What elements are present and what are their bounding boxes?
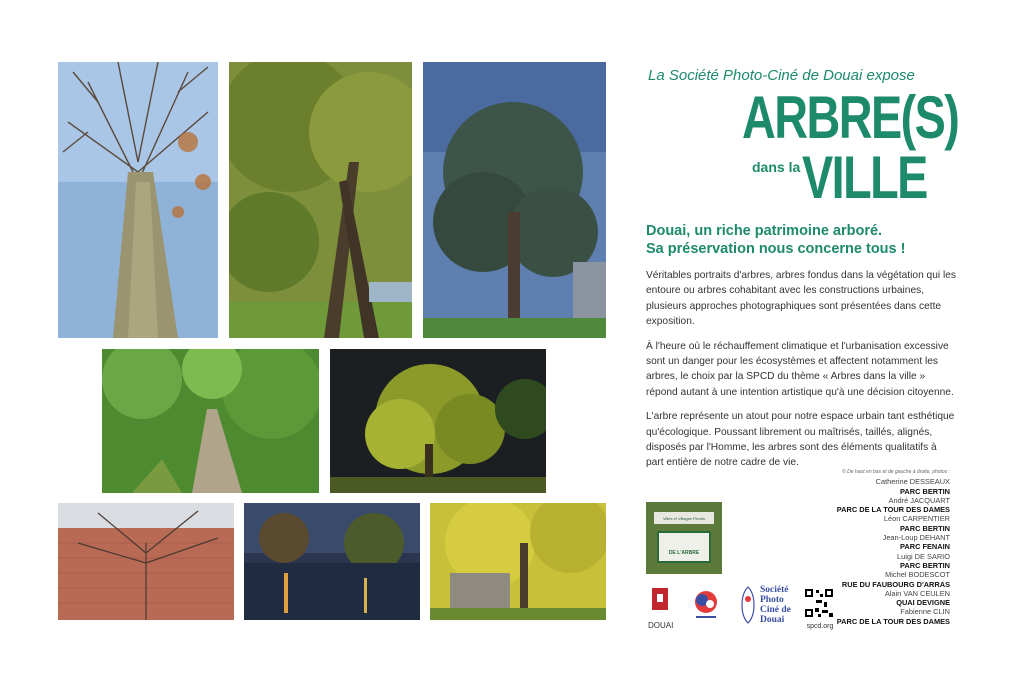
photo-brick-wall-tree [58, 503, 234, 620]
credit-author: Alain VAN CEULEN [884, 588, 950, 598]
credits-note: © De haut en bas et de gauche à droite, photos : [842, 469, 950, 475]
credit-author: Fabienne CLIN [900, 607, 950, 617]
subhead-line-2: Sa préservation nous concerne tous ! [646, 241, 906, 257]
credit-place: PARC BERTIN [900, 486, 950, 496]
douai-logo [648, 586, 674, 630]
photo-canal-reflections [244, 503, 420, 620]
paragraph: À l'heure où le réchauffement climatique et l'urbanisation excessive sont un danger pour les écosystèmes et affectent notamment les arbres, le choix par la SPCD du thème « Arbres dans la ville » répond autant à une intention artistique qu'à une décision citoyenne. [646, 340, 954, 398]
body-text [646, 268, 956, 480]
photo-yellow-tree [430, 503, 606, 620]
paragraph: Véritables portraits d'arbres, arbres fondus dans la végétation qui les entoure ou arbres cohabitant avec les constructions urbaines, plusieurs approches photographiques sont présentées dans cette exposition. [646, 270, 957, 328]
credit-place: PARC FENAIN [900, 542, 950, 552]
title-connector: dans la [752, 159, 801, 175]
qr-caption: spcd.org [806, 623, 834, 630]
spcd-logo [738, 585, 798, 627]
spcd-logo-line-4: Douai [760, 615, 785, 625]
credit-place: PARC BERTIN [900, 560, 950, 570]
photo-cedar-tree [423, 62, 606, 338]
title-ville: VILLE [802, 144, 927, 211]
photo-park-leaning-trees [229, 62, 412, 338]
qr-code[interactable] [804, 588, 836, 628]
credit-place: PARC DE LA TOUR DES DAMES [836, 616, 950, 626]
credit-place: PARC BERTIN [900, 523, 950, 533]
credit-author: Michel BODESCOT [885, 570, 950, 580]
photo-green-canopy [102, 349, 319, 493]
sign-text-bottom: DE L'ARBRE [668, 550, 700, 556]
spcd-logo-line-2: Photo [760, 595, 784, 605]
sign-text-top: Villes et Villages Fleuris [662, 516, 706, 521]
photo-federation-logo [690, 588, 722, 624]
title-arbres: ARBRE(S) [742, 84, 959, 151]
credit-author: André JACQUART [888, 495, 950, 505]
credit-author: Léon CARPENTIER [883, 514, 950, 524]
credit-place: RUE DU FAUBOURG D'ARRAS [841, 579, 950, 589]
credit-place: PARC DE LA TOUR DES DAMES [836, 505, 950, 515]
subhead-line-1: Douai, un riche patrimoine arboré. [646, 223, 883, 239]
credit-author: Jean-Loup DEHANT [882, 533, 950, 543]
credit-place: QUAI DEVIGNE [896, 598, 950, 608]
douai-logo-label: DOUAI [648, 621, 674, 630]
intro-line: La Société Photo-Ciné de Douai expose [648, 67, 915, 84]
photo-trunk-looking-up [58, 62, 218, 338]
photo-tree-at-night [330, 349, 546, 493]
subhead [646, 222, 976, 258]
spcd-logo-line-3: Ciné de [760, 605, 791, 615]
credit-author: Luigi DE SARIO [897, 551, 950, 561]
sign-photo [646, 502, 722, 574]
spcd-logo-line-1: Société [760, 585, 789, 595]
credit-author: Catherine DESSEAUX [875, 477, 950, 487]
paragraph: L'arbre représente un atout pour notre espace urbain tant esthétique qu'écologique. Poussant librement ou maîtrisés, taillés, alignés, disposés par l'Homme, les arbres sont des éléments qualitatifs à part entière de notre cadre de vie. [646, 411, 955, 469]
